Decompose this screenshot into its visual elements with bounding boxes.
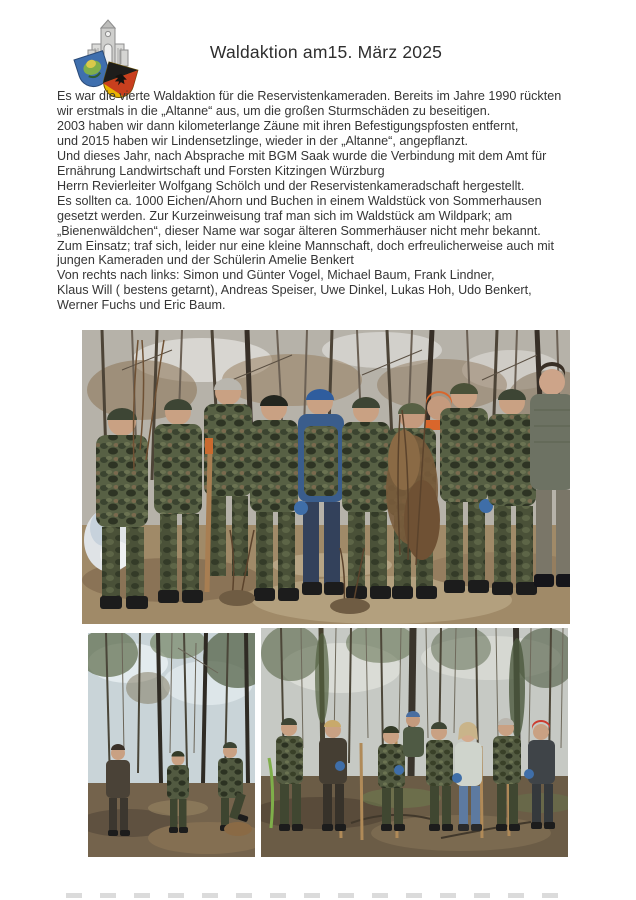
body-text xyxy=(57,89,589,313)
text-line: Herrn Revierleiter Wolfgang Schölch und der Reservistenkameradschaft hergestellt. xyxy=(57,178,525,193)
text-line: und 2015 haben wir Lindensetzlinge, wieder in der „Altanne“, angepflanzt. xyxy=(57,133,468,148)
text-line: Und dieses Jahr, nach Absprache mit BGM Saak wurde die Verbindung mit dem Amt für xyxy=(57,148,547,163)
text-line: Werner Fuchs und Eric Baum. xyxy=(57,298,226,313)
photo-planting-team xyxy=(261,628,568,857)
text-line: Es sollten ca. 1000 Eichen/Ahorn und Buchen in einem Waldstück von Sommerhausen xyxy=(57,193,542,208)
cutoff-photo-edge xyxy=(66,893,568,898)
photo-forest-three-helpers xyxy=(88,633,255,857)
text-line: jungen Kameraden und der Schülerin Amelie Benkert xyxy=(57,253,354,268)
text-line: 2003 haben wir dann kilometerlange Zäune mit ihren Befestigungspfosten entfernt, xyxy=(57,118,519,133)
text-line: wir erstmals in die „Altanne“ aus, um die großen Sturmschäden zu beseitigen. xyxy=(57,103,491,118)
text-line: gesetzt werden. Zur Kurzeinweisung traf man sich im Waldstück am Wildpark; am xyxy=(57,208,513,223)
page-title: Waldaktion am15. März 2025 xyxy=(209,42,443,62)
text-line: Zum Einsatz; traf sich, leider nur eine kleine Mannschaft, doch erfreulicherweise auch mit xyxy=(57,238,554,253)
group-photo-forest xyxy=(82,330,570,624)
text-line: Von rechts nach links: Simon und Günter Vogel, Michael Baum, Frank Lindner, xyxy=(57,268,495,283)
text-line: „Bienenwäldchen“, dieser Name war sogar älteren Sommerhäuser nicht mehr bekannt. xyxy=(57,223,541,238)
text-line: Es war die vierte Waldaktion für die Reservistenkameraden. Bereits im Jahre 1990 rückten xyxy=(57,89,562,103)
text-line: Ernährung Landwirtschaft und Forsten Kitzingen Würzburg xyxy=(57,163,385,178)
text-line: Klaus Will ( bestens getarnt), Andreas Speiser, Uwe Dinkel, Lukas Hoh, Udo Benkert, xyxy=(57,283,532,298)
